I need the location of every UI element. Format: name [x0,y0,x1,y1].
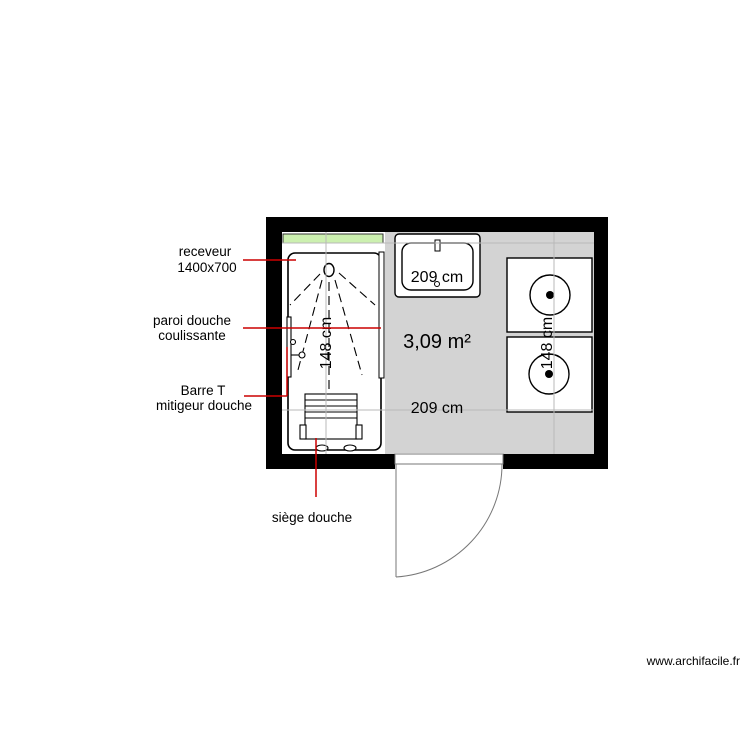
door-frame [395,454,503,464]
label-barre-line2: mitigeur douche [155,398,253,413]
label-receveur-line1: receveur [178,244,232,259]
watermark: www.archifacile.fr [646,654,740,668]
dimension-height-right: 148 cm [539,316,556,370]
label-receveur-line2: 1400x700 [177,260,237,275]
dimension-height-left: 148 cm [318,316,335,370]
dimension-width-bottom: 209 cm [410,400,464,417]
sliding-shower-wall [379,252,384,378]
label-paroi-line2: coulissante [158,328,226,343]
label-siege: siège douche [271,510,353,525]
dimension-width-top: 209 cm [410,269,464,286]
label-barre-line1: Barre T [180,383,226,398]
door-swing-arc [396,464,502,577]
room-area-label: 3,09 m² [403,331,471,353]
label-paroi-line1: paroi douche [152,313,232,328]
green-strip [283,234,383,243]
